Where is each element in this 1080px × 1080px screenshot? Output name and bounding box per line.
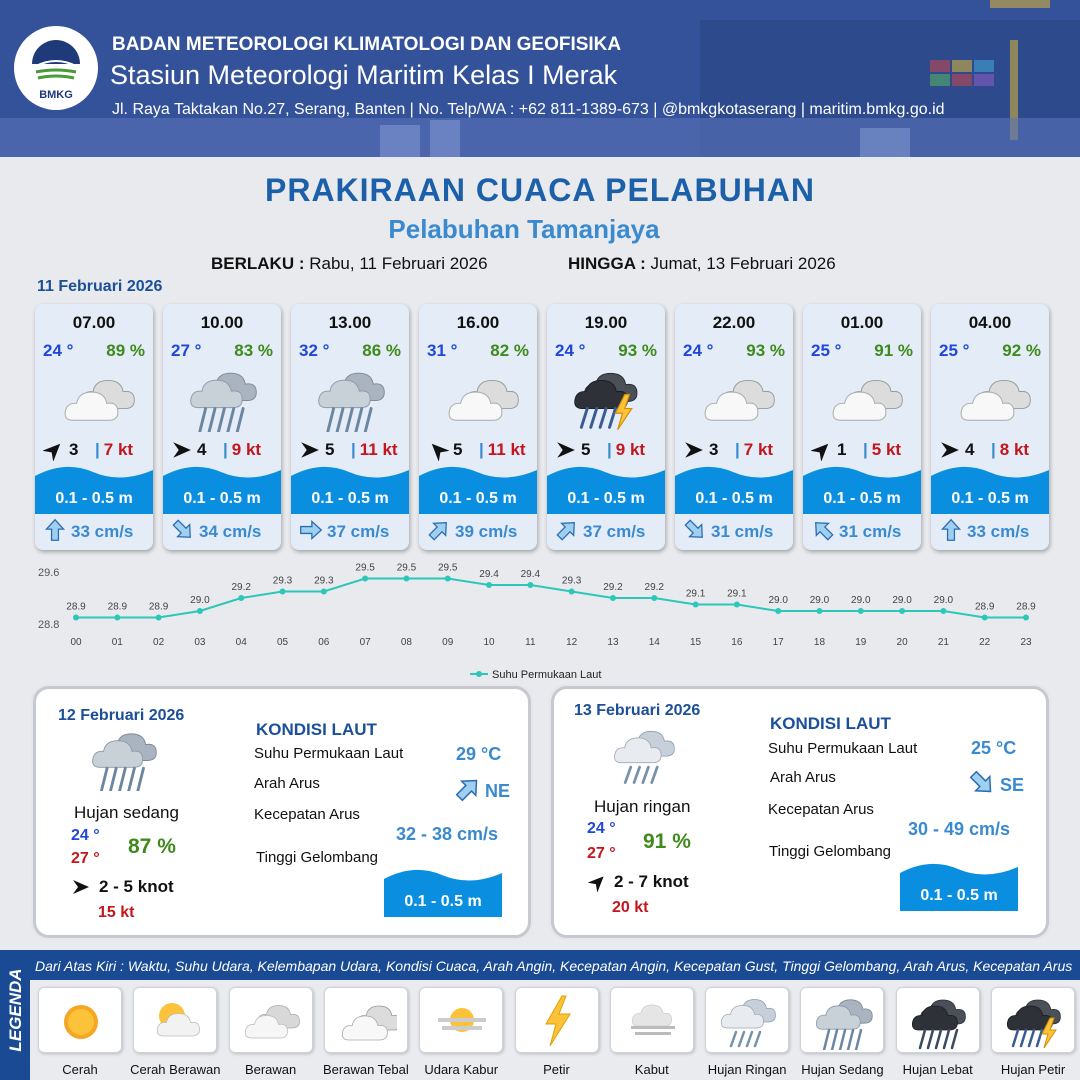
legend-item — [229, 987, 313, 1053]
petir-icon — [528, 992, 588, 1050]
card-temp: 25 ° — [939, 341, 970, 360]
legend-item — [991, 987, 1075, 1053]
station-name: Stasiun Meteorologi Maritim Kelas I Merak — [110, 60, 618, 90]
card-current-speed: 39 cm/s — [455, 522, 518, 541]
card-time: 07.00 — [72, 313, 116, 332]
card-temp: 24 ° — [43, 341, 74, 360]
x-tick-label: 04 — [235, 637, 247, 648]
data-label: 28.9 — [66, 601, 86, 613]
data-label: 29.5 — [438, 562, 458, 574]
legend-marker — [476, 671, 482, 677]
data-label: 28.9 — [974, 601, 995, 613]
card-current-speed: 31 cm/s — [711, 522, 774, 541]
legend-item — [800, 987, 884, 1053]
card-wave: 0.1 - 0.5 m — [55, 490, 133, 507]
day3-current-dir: SE — [1000, 775, 1025, 795]
forecast-card — [675, 304, 793, 550]
y-tick-label: 29.6 — [38, 567, 60, 579]
wind-arrow-icon — [43, 439, 65, 461]
x-tick-label: 01 — [111, 637, 123, 648]
separator: | — [351, 440, 356, 459]
legend-side — [0, 950, 30, 1080]
forecast-card — [35, 304, 153, 550]
hujan-ringan-icon — [606, 723, 682, 787]
legend-item — [133, 987, 217, 1053]
data-point — [486, 582, 492, 588]
day3-temp-max: 27 ° — [587, 845, 616, 862]
card-time: 01.00 — [840, 313, 884, 332]
card-current-speed: 37 cm/s — [327, 522, 390, 541]
forecast-card — [803, 304, 921, 550]
legend-item-label: Berawan Tebal — [323, 1062, 409, 1077]
card-current-speed: 37 cm/s — [583, 522, 646, 541]
card-gust — [735, 440, 773, 460]
day2-panel — [33, 686, 531, 938]
data-point — [858, 608, 864, 614]
card-temp: 25 ° — [811, 341, 842, 360]
card-current-speed: 33 cm/s — [967, 522, 1030, 541]
card-time: 19.00 — [584, 313, 628, 332]
card-humidity: 91 % — [874, 341, 913, 360]
card-humidity: 86 % — [362, 341, 401, 360]
data-point — [156, 615, 162, 621]
legend-item — [419, 987, 503, 1053]
separator: | — [863, 440, 868, 459]
data-point — [1023, 615, 1029, 621]
data-label: 29.5 — [355, 562, 375, 574]
card-gust-value: 11 kt — [359, 440, 398, 459]
current-arrow-icon — [454, 775, 482, 803]
card-wind-speed: 4 — [197, 440, 207, 459]
legend-item-label: Berawan — [244, 1062, 297, 1077]
card-time: 22.00 — [712, 313, 756, 332]
card-temp: 31 ° — [427, 341, 458, 360]
legend-item-label: Hujan Ringan — [707, 1062, 787, 1077]
data-point — [775, 608, 781, 614]
berawan-tebal-icon — [437, 364, 519, 432]
data-label: 29.0 — [809, 595, 830, 606]
card-gust — [223, 440, 261, 460]
data-label: 29.0 — [892, 595, 912, 606]
x-tick-label: 23 — [1020, 637, 1032, 648]
valid-from-label: BERLAKU : — [211, 254, 305, 273]
x-tick-label: 09 — [442, 637, 454, 648]
data-point — [610, 595, 616, 601]
card-temp: 32 ° — [299, 341, 330, 360]
day3-wave-label: Tinggi Gelombang — [769, 843, 892, 860]
x-tick-label: 08 — [400, 637, 412, 648]
data-point — [899, 608, 905, 614]
data-label: 29.4 — [479, 569, 499, 580]
org-name: BADAN METEOROLOGI KLIMATOLOGI DAN GEOFISIKA — [112, 34, 622, 55]
data-point — [114, 615, 120, 621]
card-wave: 0.1 - 0.5 m — [311, 490, 389, 507]
current-arrow-icon — [555, 518, 579, 542]
data-point — [238, 595, 244, 601]
current-arrow-icon — [43, 518, 67, 542]
card-temp: 24 ° — [555, 341, 586, 360]
day2-humidity: 87 % — [128, 835, 176, 858]
card-humidity: 93 % — [746, 341, 785, 360]
card-gust-value: 7 kt — [743, 440, 774, 459]
card-wave: 0.1 - 0.5 m — [439, 490, 517, 507]
card-time: 13.00 — [328, 313, 372, 332]
hujan-lebat-icon — [909, 992, 969, 1050]
legend-item-label: Udara Kabur — [424, 1062, 499, 1077]
card-wave: 0.1 - 0.5 m — [695, 490, 773, 507]
day2-temp-min: 24 ° — [71, 827, 100, 844]
separator: | — [479, 440, 484, 459]
data-point — [569, 589, 575, 595]
station-address: Jl. Raya Taktakan No.27, Serang, Banten | No. Telp/WA : +62 811-1389-673 | @bmkgkotaserang | maritim.bmkg.go.id — [112, 101, 945, 118]
card-wave: 0.1 - 0.5 m — [567, 490, 645, 507]
wind-arrow-icon — [588, 872, 608, 892]
card-wind-speed: 5 — [325, 440, 335, 459]
page-title: PRAKIRAAN CUACA PELABUHAN — [264, 172, 816, 208]
current-arrow-icon — [171, 518, 195, 542]
hujan-petir-icon — [565, 364, 647, 432]
card-time: 16.00 — [456, 313, 500, 332]
separator: | — [735, 440, 740, 459]
sst-chart — [30, 560, 1050, 690]
day3-temp-min: 24 ° — [587, 820, 616, 837]
day2-current-speed-label: Kecepatan Arus — [254, 806, 360, 823]
legend-item — [324, 987, 408, 1053]
x-tick-label: 18 — [813, 637, 826, 648]
day2-current-dir: NE — [485, 781, 511, 801]
data-label: 29.4 — [520, 569, 541, 580]
wind-arrow-icon — [171, 439, 193, 461]
wind-arrow-icon — [555, 439, 577, 461]
day3-current-speed: 30 - 49 cm/s — [908, 819, 1011, 839]
data-point — [734, 602, 740, 608]
data-point — [280, 589, 286, 595]
x-tick-label: 13 — [607, 637, 619, 648]
x-tick-label: 03 — [194, 637, 206, 648]
legend-item-label: Petir — [543, 1062, 570, 1077]
day2-wave-label: Tinggi Gelombang — [256, 849, 379, 866]
day3-sst: 25 °C — [971, 738, 1017, 758]
data-label: 29.1 — [727, 588, 747, 600]
data-label: 29.0 — [933, 595, 954, 606]
data-point — [73, 615, 79, 621]
legend-item — [610, 987, 694, 1053]
day3-current-speed-label: Kecepatan Arus — [768, 801, 874, 818]
x-tick-label: 22 — [979, 637, 991, 648]
x-tick-label: 00 — [70, 637, 82, 648]
x-tick-label: 02 — [153, 637, 165, 648]
wind-arrow-icon — [427, 439, 449, 461]
data-label: 28.9 — [1016, 601, 1036, 613]
day3-date: 13 Februari 2026 — [574, 702, 701, 719]
card-current-speed: 34 cm/s — [199, 522, 262, 541]
legend-item-label: Hujan Sedang — [801, 1062, 884, 1077]
day3-kondisi-title: KONDISI LAUT — [770, 714, 891, 733]
card-time: 10.00 — [200, 313, 244, 332]
card-gust — [351, 440, 398, 460]
forecast-card — [931, 304, 1049, 550]
wind-arrow-icon — [939, 439, 961, 461]
card-humidity: 93 % — [618, 341, 657, 360]
legend-item-label: Hujan Petir — [1000, 1062, 1066, 1077]
data-point — [651, 595, 657, 601]
day3-wind: 2 - 7 knot — [614, 872, 689, 891]
day1-date: 11 Februari 2026 — [37, 278, 163, 295]
card-gust-value: 11 kt — [487, 440, 526, 459]
bmkg-logo — [14, 26, 98, 110]
port-name: Pelabuhan Tamanjaya — [388, 214, 660, 244]
data-label: 29.2 — [644, 582, 664, 593]
udara-kabur-icon — [432, 992, 492, 1050]
x-tick-label: 10 — [483, 637, 495, 648]
card-gust — [95, 440, 133, 460]
data-point — [816, 608, 822, 614]
data-label: 29.5 — [396, 562, 417, 574]
series-line — [76, 579, 1026, 618]
data-point — [321, 589, 327, 595]
header-banner — [0, 0, 1080, 157]
berawan-tebal-icon — [949, 364, 1031, 432]
berawan-icon — [242, 992, 302, 1050]
data-label: 29.2 — [231, 582, 251, 593]
legend-item-label: Cerah Berawan — [130, 1062, 221, 1077]
card-wind-speed: 5 — [581, 440, 591, 459]
x-tick-label: 17 — [772, 637, 784, 648]
cerah-icon — [51, 992, 111, 1050]
kabut-icon — [623, 992, 683, 1050]
day2-temp-max: 27 ° — [71, 850, 100, 867]
card-current-speed: 33 cm/s — [71, 522, 134, 541]
day2-kondisi-title: KONDISI LAUT — [256, 720, 377, 739]
current-arrow-icon — [683, 518, 707, 542]
data-label: 29.0 — [851, 595, 871, 606]
x-tick-label: 21 — [937, 637, 949, 648]
data-label: 28.9 — [148, 601, 169, 613]
card-temp: 27 ° — [171, 341, 202, 360]
current-arrow-icon — [939, 518, 963, 542]
berawan-tebal-icon — [821, 364, 903, 432]
day2-gust: 15 kt — [98, 904, 135, 921]
x-tick-label: 19 — [855, 637, 867, 648]
current-arrow-icon — [427, 518, 451, 542]
data-label: 28.9 — [107, 601, 128, 613]
card-gust-value: 8 kt — [999, 440, 1030, 459]
day2-current-speed: 32 - 38 cm/s — [396, 824, 499, 844]
card-gust — [479, 440, 526, 460]
wind-arrow-icon — [811, 439, 833, 461]
data-label: 29.0 — [190, 595, 210, 606]
card-temp: 24 ° — [683, 341, 714, 360]
hujan-ringan-icon — [718, 992, 778, 1050]
data-label: 29.2 — [603, 582, 623, 593]
x-tick-label: 07 — [359, 637, 371, 648]
hujan-petir-icon — [1004, 992, 1064, 1050]
separator: | — [607, 440, 612, 459]
hujan-sedang-icon — [813, 992, 873, 1050]
day3-current-dir-label: Arah Arus — [770, 769, 836, 786]
day3-humidity: 91 % — [643, 830, 691, 853]
x-tick-label: 20 — [896, 637, 908, 648]
valid-to — [568, 254, 836, 274]
legend-item — [896, 987, 980, 1053]
card-wind-speed: 1 — [837, 440, 847, 459]
card-gust-value: 7 kt — [103, 440, 134, 459]
card-gust — [607, 440, 645, 460]
separator: | — [991, 440, 996, 459]
data-label: 29.1 — [685, 588, 706, 600]
current-arrow-icon — [968, 769, 996, 797]
data-point — [197, 608, 203, 614]
current-arrow-icon — [811, 518, 835, 542]
data-point — [403, 576, 409, 582]
day2-wave: 0.1 - 0.5 m — [404, 893, 482, 910]
data-point — [940, 608, 946, 614]
card-wind-speed: 3 — [709, 440, 719, 459]
separator: | — [95, 440, 100, 459]
card-wave: 0.1 - 0.5 m — [183, 490, 261, 507]
card-gust-value: 9 kt — [615, 440, 646, 459]
card-gust — [863, 440, 901, 460]
valid-from — [211, 254, 488, 274]
day2-current-dir-label: Arah Arus — [254, 775, 320, 792]
data-point — [362, 576, 368, 582]
card-wind-speed: 5 — [453, 440, 463, 459]
day2-sst-label: Suhu Permukaan Laut — [254, 745, 404, 762]
day3-gust: 20 kt — [612, 899, 649, 916]
berawan-tebal-icon — [53, 364, 135, 432]
legend-item — [38, 987, 122, 1053]
card-humidity: 89 % — [106, 341, 145, 360]
data-point — [693, 602, 699, 608]
legend-item-label: Cerah — [62, 1062, 98, 1077]
hujan-sedang-icon — [80, 725, 166, 791]
card-gust — [991, 440, 1029, 460]
day2-wind: 2 - 5 knot — [99, 877, 174, 896]
hujan-sedang-icon — [309, 364, 391, 432]
day3-sst-label: Suhu Permukaan Laut — [768, 740, 918, 757]
day3-condition: Hujan ringan — [594, 797, 691, 816]
forecast-card — [291, 304, 409, 550]
forecast-card — [163, 304, 281, 550]
data-label: 29.3 — [314, 575, 334, 587]
valid-to-label: HINGGA : — [568, 254, 646, 273]
wind-arrow-icon — [71, 877, 91, 897]
legend-item — [515, 987, 599, 1053]
wind-arrow-icon — [683, 439, 705, 461]
day3-panel — [551, 686, 1049, 938]
day2-date: 12 Februari 2026 — [58, 707, 185, 724]
day2-sst: 29 °C — [456, 744, 502, 764]
x-tick-label: 15 — [690, 637, 702, 648]
x-tick-label: 14 — [648, 637, 660, 648]
current-arrow-icon — [299, 518, 323, 542]
day3-wave: 0.1 - 0.5 m — [920, 887, 998, 904]
x-tick-label: 05 — [276, 637, 289, 648]
legend-item-label: Hujan Lebat — [902, 1062, 973, 1077]
legend-item-label: Kabut — [634, 1062, 669, 1077]
card-wind-speed: 3 — [69, 440, 79, 459]
legend-item — [705, 987, 789, 1053]
day2-condition: Hujan sedang — [74, 803, 179, 822]
card-wave: 0.1 - 0.5 m — [823, 490, 901, 507]
card-time: 04.00 — [968, 313, 1012, 332]
forecast-card — [419, 304, 537, 550]
cerah-berawan-icon — [146, 992, 206, 1050]
hujan-sedang-icon — [181, 364, 263, 432]
card-humidity: 82 % — [490, 341, 529, 360]
card-gust-value: 9 kt — [231, 440, 262, 459]
data-label: 29.3 — [272, 575, 293, 587]
wind-arrow-icon — [299, 439, 321, 461]
data-point — [982, 615, 988, 621]
logo-text: BMKG — [39, 89, 73, 101]
x-tick-label: 12 — [566, 637, 578, 648]
berawan-tebal-icon — [337, 992, 397, 1050]
forecast-card — [547, 304, 665, 550]
berawan-tebal-icon — [693, 364, 775, 432]
x-tick-label: 11 — [525, 637, 536, 648]
data-point — [527, 582, 533, 588]
card-current-speed: 31 cm/s — [839, 522, 902, 541]
y-tick-label: 28.8 — [38, 619, 60, 631]
separator: | — [223, 440, 228, 459]
legend-label: Suhu Permukaan Laut — [492, 669, 602, 681]
data-label: 29.3 — [561, 575, 582, 587]
legend-description: Dari Atas Kiri : Waktu, Suhu Udara, Kelembapan Udara, Kondisi Cuaca, Arah Angin, Kecepatan Angin, Kecepatan Gust, Tinggi Gelombang, Arah Arus, Kecepatan Arus — [35, 958, 1073, 974]
card-humidity: 83 % — [234, 341, 273, 360]
valid-to-value: Jumat, 13 Februari 2026 — [650, 254, 836, 273]
card-humidity: 92 % — [1002, 341, 1041, 360]
legend-title: LEGENDA — [6, 968, 25, 1052]
x-tick-label: 06 — [318, 637, 330, 648]
card-wind-speed: 4 — [965, 440, 975, 459]
data-label: 29.0 — [768, 595, 788, 606]
data-point — [445, 576, 451, 582]
card-wave: 0.1 - 0.5 m — [951, 490, 1029, 507]
valid-from-value: Rabu, 11 Februari 2026 — [309, 254, 488, 273]
card-gust-value: 5 kt — [871, 440, 902, 459]
x-tick-label: 16 — [731, 637, 743, 648]
